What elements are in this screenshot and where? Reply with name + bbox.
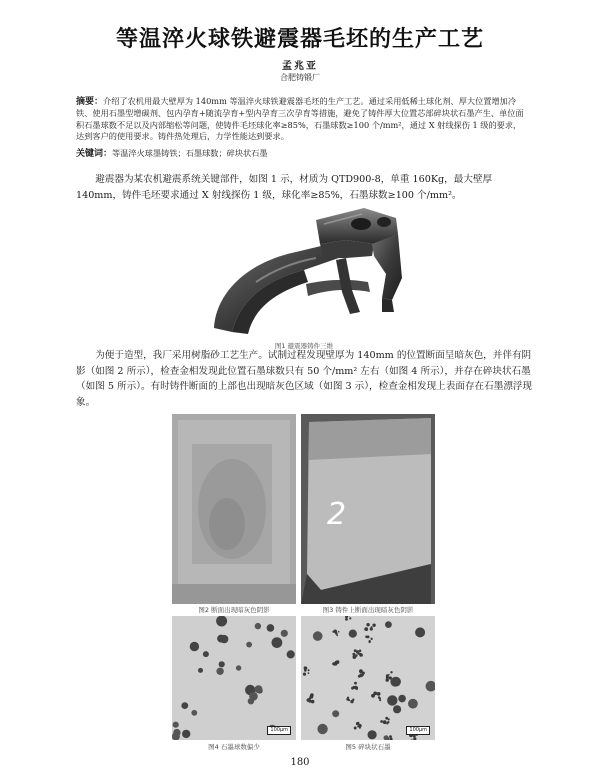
graphite-chunk [311, 700, 315, 704]
graphite-chunk [359, 653, 363, 657]
graphite-chunk [366, 629, 368, 631]
body-paragraph-2: 为便于造型，我厂采用树脂砂工艺生产。试制过程发现壁厚为 140mm 的位置断面呈暗灰色，并伴有阴影（如图 2 所示），检查金相发现此位置石墨球数只有 50 个/mm² 左右（如图 4 所示），并存在碎块状石墨（如图 5 所示）。有时铸件断面的上部也出现暗灰色区域（如图 3 示），检查金相发现上表面存在石墨漂浮现象。 [76, 350, 533, 408]
graphite-chunk [355, 654, 357, 656]
graphite-nodule [182, 730, 190, 738]
graphite-nodule [173, 722, 179, 728]
graphite-nodule [203, 651, 209, 657]
graphite-nodule [393, 705, 401, 713]
graphite-chunk [357, 722, 360, 725]
graphite-nodule [415, 627, 425, 637]
graphite-nodule [267, 624, 275, 632]
graphite-chunk [386, 722, 388, 724]
page-number: 180 [290, 757, 310, 768]
graphite-chunk [379, 699, 381, 701]
graphite-chunk [338, 631, 340, 633]
abstract-label: 摘要： [76, 97, 104, 107]
graphite-chunk [308, 672, 310, 674]
figure-3-fracture-photo [301, 414, 435, 604]
graphite-nodule [387, 695, 397, 705]
abstract [76, 96, 526, 142]
graphite-nodule [349, 630, 357, 638]
graphite-nodule [332, 710, 339, 717]
figure-3-mark: 2 [327, 497, 347, 532]
graphite-nodule [249, 692, 258, 701]
figure-4-micrograph-image [172, 616, 296, 740]
graphite-chunk [379, 697, 381, 699]
graphite-nodule [281, 630, 288, 637]
graphite-nodule [255, 685, 263, 693]
graphite-chunk [359, 727, 361, 729]
graphite-chunk [371, 626, 373, 628]
graphite-chunk [354, 656, 356, 658]
graphite-chunk [358, 675, 361, 678]
graphite-chunk [336, 634, 338, 636]
graphite-chunk [380, 720, 383, 723]
author: 孟兆亚 [282, 61, 318, 72]
graphite-chunk [368, 641, 370, 643]
graphite-chunk [386, 674, 389, 677]
graphite-chunk [354, 686, 358, 690]
graphite-chunk [304, 669, 307, 672]
graphite-nodule [236, 665, 241, 670]
graphite-chunk [352, 699, 354, 701]
figure-5-scale-bar: 100μm [406, 726, 430, 735]
graphite-chunk [377, 692, 381, 696]
graphite-nodule [408, 699, 418, 709]
figure-4-scale-bar: 100μm [267, 726, 291, 735]
graphite-chunk [388, 718, 390, 720]
keywords [76, 148, 526, 160]
graphite-chunk [354, 727, 357, 730]
graphite-chunk [389, 735, 392, 738]
graphite-chunk [356, 650, 359, 653]
graphite-chunk [352, 653, 355, 656]
graphite-chunk [308, 669, 310, 671]
figure-4-caption: 图4 石墨球数偏少 [208, 743, 260, 751]
graphite-chunk [310, 695, 314, 699]
graphite-nodule [216, 668, 223, 675]
graphite-chunk [354, 682, 357, 685]
graphite-chunk [372, 624, 375, 627]
graphite-chunk [389, 676, 392, 679]
figure-4-micrograph [172, 616, 296, 740]
graphite-nodule [317, 724, 327, 734]
figure-5-micrograph [301, 616, 435, 740]
graphite-chunk [383, 720, 387, 724]
graphite-chunk [304, 666, 307, 669]
graphite-nodule [368, 730, 377, 739]
figure-5-micrograph-image [301, 616, 435, 740]
figure-3-caption: 图3 铸件上断面出现暗灰色阴影 [322, 606, 414, 614]
graphite-nodule [181, 702, 188, 709]
graphite-chunk [345, 618, 348, 621]
graphite-chunk [373, 692, 377, 696]
graphite-nodule [287, 650, 295, 658]
graphite-nodule [391, 677, 401, 687]
graphite-nodule [216, 616, 227, 627]
figure-1-caption: 图1 避震器铸件三维 [274, 342, 334, 350]
graphite-chunk [333, 630, 337, 634]
keywords-label: 关键词： [76, 149, 113, 159]
graphite-chunk [346, 698, 349, 701]
graphite-nodule [255, 623, 261, 629]
graphite-chunk [303, 673, 306, 676]
graphite-nodule [246, 642, 252, 648]
graphite-nodule [191, 710, 197, 716]
graphite-chunk [365, 636, 368, 639]
body-paragraph-1: 避震器为某农机避震系统关键部件，如图 1 示，材质为 QTD900-8，单重 160Kg，最大壁厚 140mm，铸件毛坯要求通过 X 射线探伤 1 级，球化率≥85%，石墨球数≥100 个/mm²。 [76, 174, 493, 201]
graphite-nodule [398, 695, 406, 703]
graphite-nodule [272, 637, 283, 648]
graphite-chunk [349, 617, 351, 619]
graphite-chunk [359, 669, 363, 673]
paper-title: 等温淬火球铁避震器毛坯的生产工艺 [115, 27, 484, 52]
graphite-nodule [190, 642, 199, 651]
figure-2-fracture-photo [172, 414, 296, 604]
keywords-text: 等温淬火球墨铸铁；石墨球数；碎块状石墨 [112, 148, 268, 158]
figure-2-caption: 图2 断面出现暗灰色阴影 [198, 606, 270, 614]
graphite-nodule [313, 631, 323, 641]
graphite-chunk [366, 623, 369, 626]
abstract-text: 介绍了农机用最大壁厚为 140mm 等温淬火球铁避震器毛坯的生产工艺。通过采用低稀土球化剂、厚大位置增加冷铁、使用石墨型增碳剂、包内孕育+随流孕育+型内孕育三次孕育等措施，避免了铸件厚大位置芯部碎块状石墨产生、单位面积石墨球数不足以及内部缩松等问题，使铸件毛坯球化率≥85%，石墨球数≥100 个/mm²，通过 X 射线探伤 1 级的要求，达到客户的使用要求。铸件热处理后，力学性能达到要求。 [76, 96, 524, 141]
graphite-chunk [336, 660, 340, 664]
affiliation: 合肥铸锻厂 [280, 73, 320, 82]
graphite-nodule [198, 668, 203, 673]
graphite-chunk [371, 638, 373, 640]
figure-5-caption: 图5 碎块状石墨 [345, 743, 391, 751]
graphite-nodule [385, 621, 392, 628]
graphite-nodule [220, 635, 228, 643]
graphite-chunk [390, 671, 392, 673]
graphite-nodule [219, 661, 225, 667]
figure-1-casting-3d [196, 200, 412, 340]
